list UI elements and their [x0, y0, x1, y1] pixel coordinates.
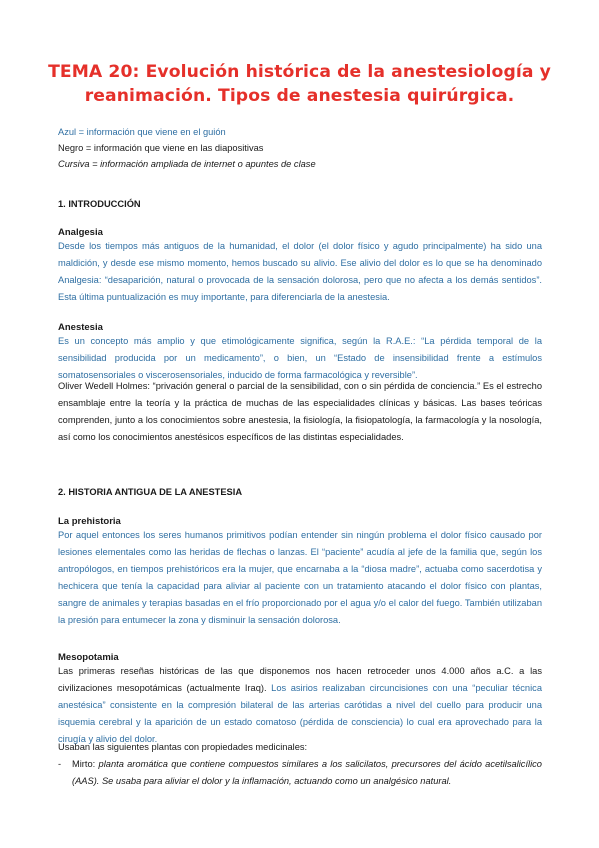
- document-title: TEMA 20: Evolución histórica de la anestesiología y reanimación. Tipos de anestesia quirúrgica.: [48, 62, 551, 106]
- subheading-anestesia: Anestesia: [58, 322, 103, 333]
- paragraph-prehistoria: Por aquel entonces los seres humanos primitivos podían entender sin ningún problema el dolor físico causado por lesiones elementales como las heridas de flechas o lanzas. El “paciente” acudía al jefe de la familia que, según los antropólogos, en tiempos prehistóricos era la mujer, que encarnaba a la “diosa madre”, actuaba como sacerdotisa y hechicera que tenía la capacidad para aliviar al paciente con un tratamiento atacando el dolor físico con plantas, sangre de animales y terapias basadas en el frío proporcionado por el agua y/o el calor del fuego. También utilizaban la presión para entumecer la zona y disminuir la sensación dolorosa.: [58, 530, 542, 625]
- legend-blue: Azul = información que viene en el guión: [58, 127, 226, 137]
- subheading-analgesia: Analgesia: [58, 227, 103, 238]
- paragraph-anestesia-definicion: Es un concepto más amplio y que etimológicamente significa, según la R.A.E.: “La pérdida temporal de la sensibilidad producida por un medicamento”, o bien, un “Estado de insensibilidad frente a estímulos somatosensoriales o viscerosensoriales, inducido de forma farmacológica y reversible”.: [58, 336, 542, 380]
- mirto-label: Mirto:: [72, 759, 96, 769]
- paragraph-analgesia: Desde los tiempos más antiguos de la humanidad, el dolor (el dolor físico y agudo principalmente) ha sido una maldición, y desde ese mismo momento, hemos buscado su alivio. Ese alivio del dolor es lo que se ha denominado Analgesia: “desaparición, natural o provocada de la sensación dolorosa, pero que no afecta a los demás sentidos”. Esta última puntualización es muy importante, para diferenciarla de la anestesia.: [58, 241, 542, 302]
- mesopotamia-text-blue: Los asirios realizaban circuncisiones con una “peculiar técnica anestésica” consistente en la compresión bilateral de las arterias carótidas a nivel del cuello para producir una isquemia cerebral y la aparición de un estado comatoso (pérdida de consciencia) lo cual era aprovechado para la cirugía y alivio del dolor.: [58, 683, 542, 744]
- bullet-mark: -: [58, 759, 62, 769]
- paragraph-mesopotamia: [58, 663, 542, 748]
- subheading-prehistoria: La prehistoria: [58, 516, 121, 527]
- mesopotamia-text-black: Las primeras reseñas históricas de las que disponemos nos hacen retroceder unos 4.000 años a.C. a las civilizaciones mesopotámicas (actualmente Iraq).: [58, 666, 542, 693]
- list-item-mirto-text: [72, 756, 542, 790]
- mirto-description: planta aromática que contiene compuestos similares a los salicilatos, precursores del ácido acetilsalicílico (AAS). Se usaba para aliviar el dolor y la inflamación, actuando como un analgésico natural.: [72, 759, 542, 786]
- paragraph-plantas-intro: Usaban las siguientes plantas con propiedades medicinales:: [58, 742, 308, 752]
- legend-italic: Cursiva = información ampliada de internet o apuntes de clase: [58, 159, 316, 169]
- legend-black: Negro = información que viene en las diapositivas: [58, 143, 264, 153]
- color-legend: [58, 124, 316, 172]
- section-heading-historia-antigua: 2. HISTORIA ANTIGUA DE LA ANESTESIA: [58, 487, 243, 497]
- paragraph-anestesia-holmes: Oliver Wedell Holmes: “privación general o parcial de la sensibilidad, con o sin pérdida de conciencia.” Es el estrecho ensamblaje entre la teoría y la práctica de muchas de las especialidades clínicas y básicas. Las bases teóricas comprenden, junto a los conocimientos sobre anestesia, la fisiología, la fisiopatología, la farmacología y la nosología, así como los conocimientos anestésicos específicos de las distintas especialidades.: [58, 381, 542, 442]
- subheading-mesopotamia: Mesopotamia: [58, 652, 119, 663]
- section-heading-introduccion: 1. INTRODUCCIÓN: [58, 199, 141, 209]
